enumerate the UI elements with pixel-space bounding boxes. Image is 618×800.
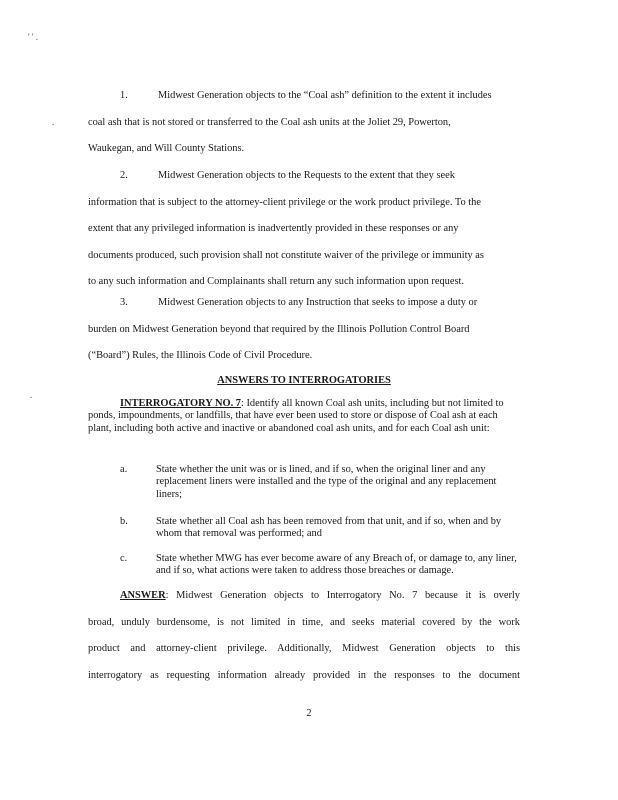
objection-number: 2. xyxy=(120,170,128,181)
section-heading: ANSWERS TO INTERROGATORIES xyxy=(217,375,391,386)
interrogatory-7 xyxy=(88,398,520,435)
objection-line: burden on Midwest Generation beyond that required by the Illinois Pollution Control Board xyxy=(88,323,470,335)
answer-line: interrogatory as requesting information already provided in the responses to the document xyxy=(88,669,520,681)
scan-speck: . xyxy=(52,117,55,127)
objection-line: to any such information and Complainants shall return any such information upon request. xyxy=(88,276,465,288)
answer-block xyxy=(88,583,520,689)
objection-number: 1. xyxy=(120,90,128,101)
interrogatory-subpart-b xyxy=(120,516,520,541)
subpart-text: State whether all Coal ash has been removed from that unit, and if so, when and by whom that removal was performed; and xyxy=(156,516,502,540)
objection-line: Waukegan, and Will County Stations. xyxy=(88,143,245,155)
answer-line: product and attorney-client privilege. Additionally, Midwest Generation objects to this xyxy=(88,643,520,655)
interrogatory-subpart-c xyxy=(120,553,520,578)
subpart-text: State whether MWG has ever become aware of any Breach of, or damage to, any liner, and if so, what actions were taken to address those breaches or damage. xyxy=(156,553,517,577)
scan-speck: . xyxy=(30,390,33,400)
objection-3 xyxy=(88,290,520,370)
answer-line: : Midwest Generation objects to Interrogatory No. 7 because it is overly xyxy=(165,590,520,601)
interrogatory-text: : Identify all known Coal ash units, including but not limited to ponds, impoundments, or landfills, that have ever been used to store or dispose of Coal ash at each plant, including both active and inactive or abandoned coal ash units, and for each Coal ash unit: xyxy=(88,398,504,434)
objection-line: Midwest Generation objects to the “Coal ash” definition to the extent it includes xyxy=(158,90,492,101)
answer-line: broad, unduly burdensome, is not limited in time, and seeks material covered by the work xyxy=(88,616,520,628)
answer-label: ANSWER xyxy=(120,590,166,601)
objection-line: (“Board”) Rules, the Illinois Code of Civil Procedure. xyxy=(88,350,313,362)
objection-line: information that is subject to the attorney-client privilege or the work product privilege. To the xyxy=(88,196,481,208)
subpart-letter: a. xyxy=(120,464,128,475)
objection-line: Midwest Generation objects to the Requests to the extent that they seek xyxy=(158,170,455,181)
objection-number: 3. xyxy=(120,297,128,308)
objection-line: documents produced, such provision shall not constitute waiver of the privilege or immunity as xyxy=(88,249,484,261)
objection-line: Midwest Generation objects to any Instruction that seeks to impose a duty or xyxy=(158,297,478,308)
objection-line: extent that any privileged information is inadvertently provided in these responses or any xyxy=(88,223,459,235)
interrogatory-subpart-a xyxy=(120,464,520,501)
objection-line: coal ash that is not stored or transferred to the Coal ash units at the Joliet 29, Powerton, xyxy=(88,116,451,128)
page-number: 2 xyxy=(306,708,312,719)
objection-2 xyxy=(88,163,520,296)
subpart-text: State whether the unit was or is lined, and if so, when the original liner and any replacement liners were installed and the type of the original and any replacement liners; xyxy=(156,464,497,500)
interrogatory-label: INTERROGATORY NO. 7 xyxy=(120,398,241,409)
subpart-letter: b. xyxy=(120,516,128,527)
scan-speck: ' ' . xyxy=(28,32,38,42)
subpart-letter: c. xyxy=(120,553,128,564)
objection-1 xyxy=(88,83,520,163)
